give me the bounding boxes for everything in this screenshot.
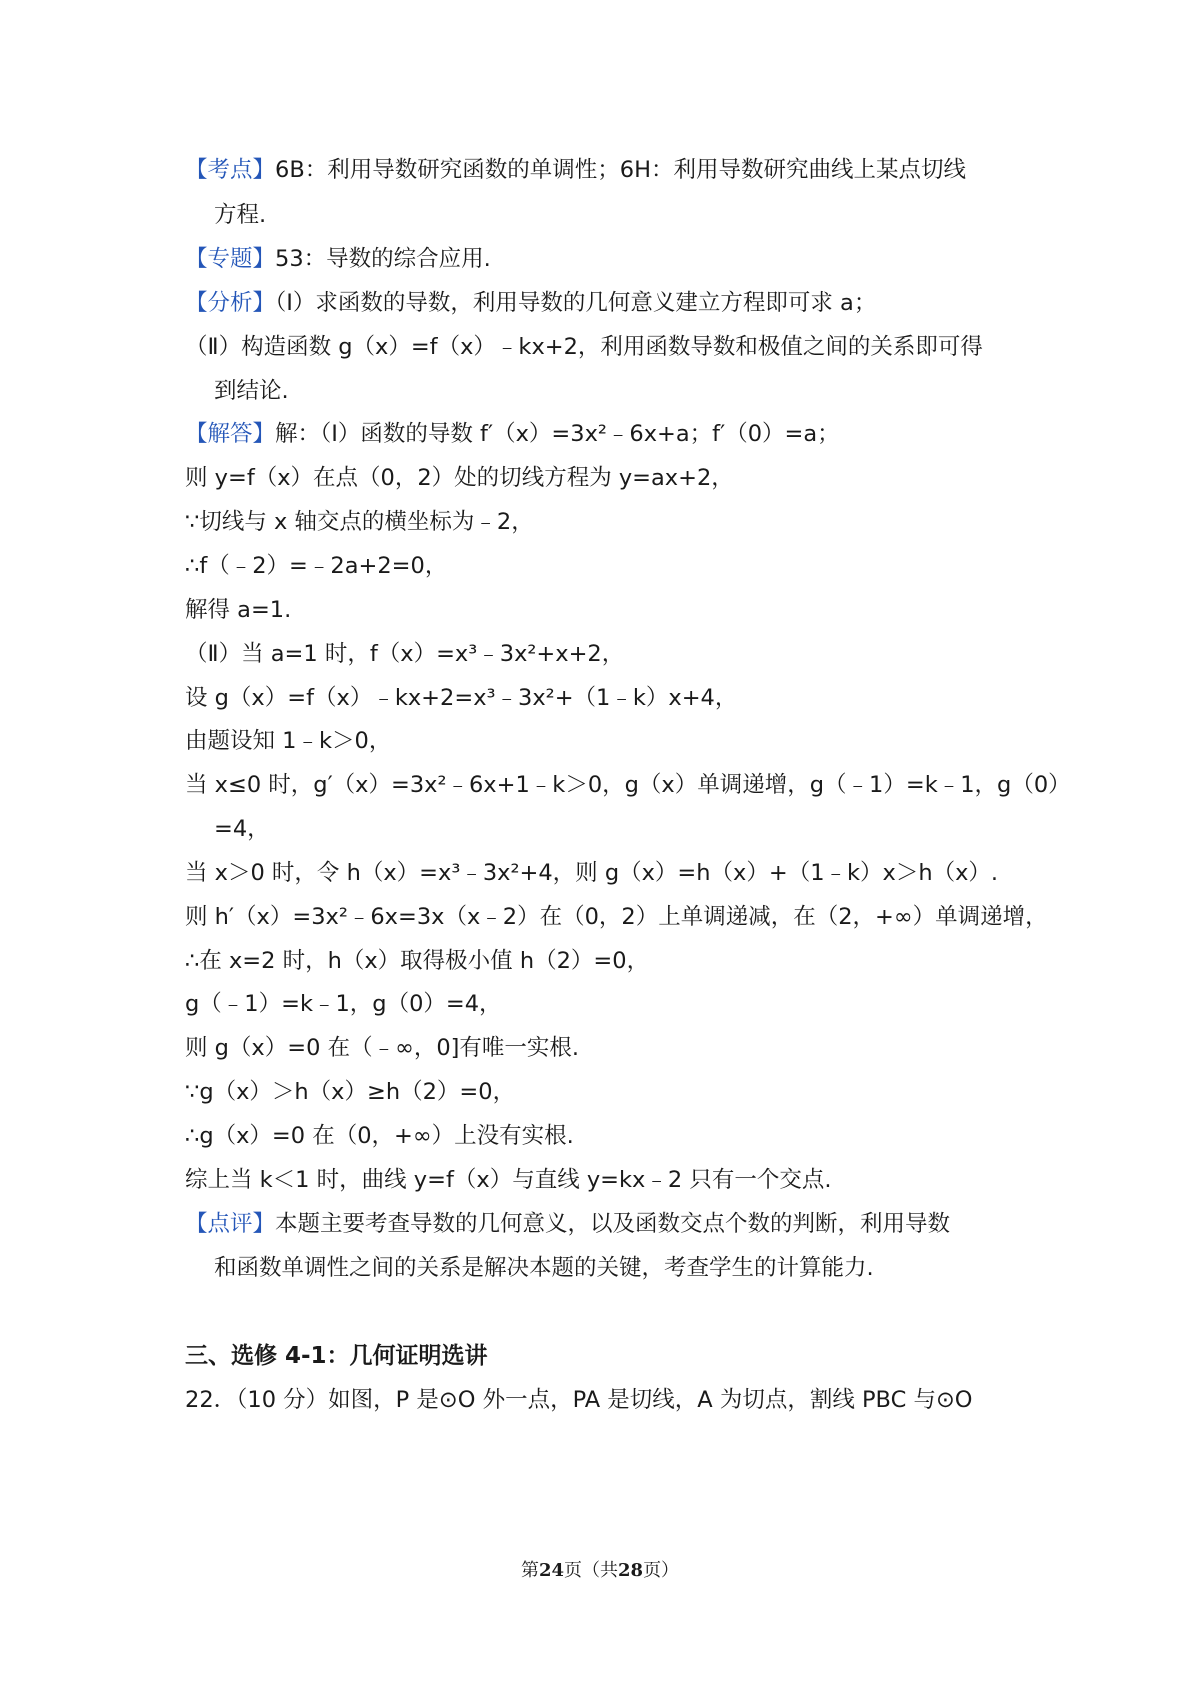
solution-line: ∵切线与 x 轴交点的横坐标为﹣2， xyxy=(185,509,534,535)
solution-line: 当 x＞0 时，令 h（x）=x³﹣3x²+4，则 g（x）=h（x）+（1﹣k）x＞h（x）. xyxy=(185,860,999,886)
kaodian-line xyxy=(185,154,1050,186)
zhuanti-text: 53：导数的综合应用. xyxy=(275,246,491,272)
section-title: 三、选修 4-1：几何证明选讲 xyxy=(185,1343,488,1369)
footer-prefix: 第 xyxy=(520,1560,539,1581)
solution-line: 则 h′（x）=3x²﹣6x=3x（x﹣2）在（0，2）上单调递减，在（2，+∞）单调递增， xyxy=(185,904,1048,930)
solution-line: 综上当 k＜1 时，曲线 y=f（x）与直线 y=kx﹣2 只有一个交点. xyxy=(185,1167,832,1193)
jieda-text: 解：（Ⅰ）函数的导数 f′（x）=3x²﹣6x+a；f′（0）=a； xyxy=(275,421,840,447)
solution-line: ∴f（﹣2）=﹣2a+2=0， xyxy=(185,553,448,579)
jieda-tag: 【解答】 xyxy=(185,421,276,447)
zhuanti-tag: 【专题】 xyxy=(185,246,276,272)
jieda-line xyxy=(185,418,1050,450)
footer-mid: 页（共 xyxy=(564,1560,618,1581)
solution-line: 则 g（x）=0 在（﹣∞，0]有唯一实根. xyxy=(185,1035,580,1061)
footer-page-number: 24 xyxy=(538,1560,564,1581)
solution-line: 则 y=f（x）在点（0，2）处的切线方程为 y=ax+2， xyxy=(185,465,734,491)
fenxi-line xyxy=(185,287,1050,319)
kaodian-tag: 【考点】 xyxy=(185,157,276,183)
solution-line: 解得 a=1. xyxy=(185,597,292,623)
dianping-text: 本题主要考查导数的几何意义，以及函数交点个数的判断，利用导数 xyxy=(275,1211,951,1237)
zhuanti-line xyxy=(185,243,1050,275)
footer-suffix: 页） xyxy=(643,1560,680,1581)
solution-line: ∵g（x）＞h（x）≥h（2）=0， xyxy=(185,1079,516,1105)
solution-line: 当 x≤0 时，g′（x）=3x²﹣6x+1﹣k＞0，g（x）单调递增，g（﹣1）=k﹣1，g（0） xyxy=(185,772,1071,798)
solution-line: g（﹣1）=k﹣1，g（0）=4， xyxy=(185,991,502,1017)
solution-line: =4， xyxy=(214,816,270,842)
fenxi-cont: 到结论. xyxy=(214,378,289,404)
fenxi-text: （Ⅰ）求函数的导数，利用导数的几何意义建立方程即可求 a； xyxy=(275,290,877,316)
footer-total-pages: 28 xyxy=(618,1560,644,1581)
solution-line: 由题设知 1﹣k＞0， xyxy=(185,728,392,754)
fenxi-line-2: （Ⅱ）构造函数 g（x）=f（x）﹣kx+2，利用函数导数和极值之间的关系即可得 xyxy=(185,334,983,360)
solution-line: 设 g（x）=f（x）﹣kx+2=x³﹣3x²+（1﹣k）x+4， xyxy=(185,685,738,711)
kaodian-text: 6B：利用导数研究函数的单调性；6H：利用导数研究曲线上某点切线 xyxy=(275,157,967,183)
dianping-tag: 【点评】 xyxy=(185,1211,276,1237)
page-footer xyxy=(0,1556,1200,1582)
dianping-line xyxy=(185,1208,1050,1240)
dianping-cont: 和函数单调性之间的关系是解决本题的关键，考查学生的计算能力. xyxy=(214,1255,874,1281)
solution-line: ∴g（x）=0 在（0，+∞）上没有实根. xyxy=(185,1123,574,1149)
solution-line: ∴在 x=2 时，h（x）取得极小值 h（2）=0， xyxy=(185,948,650,974)
kaodian-cont: 方程. xyxy=(214,202,267,228)
solution-line: （Ⅱ）当 a=1 时，f（x）=x³﹣3x²+x+2， xyxy=(185,641,625,667)
fenxi-tag: 【分析】 xyxy=(185,290,276,316)
question-22: 22．（10 分）如图，P 是⊙O 外一点，PA 是切线，A 为切点，割线 PBC 与⊙O xyxy=(185,1387,973,1413)
